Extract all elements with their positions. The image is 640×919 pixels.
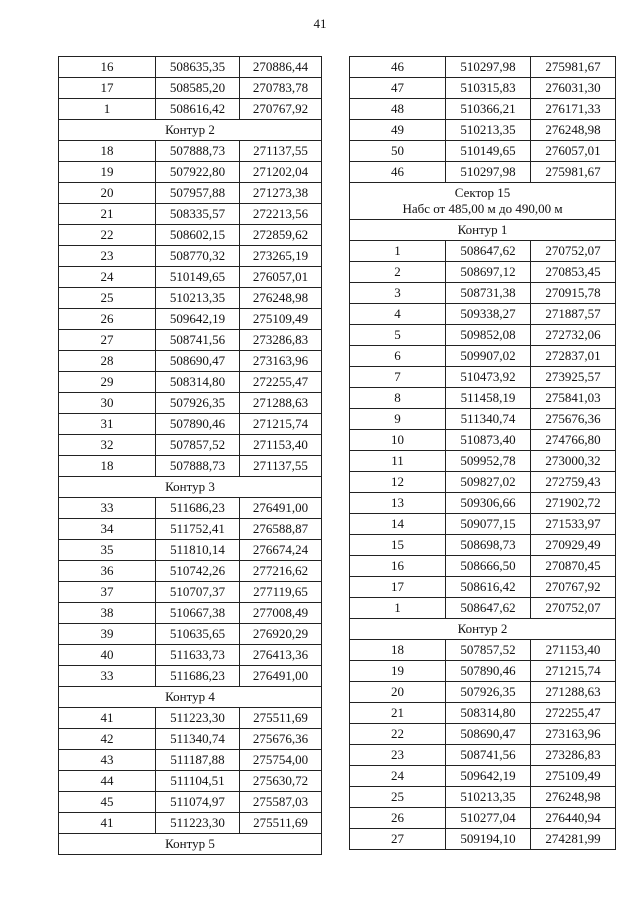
table-row: [350, 577, 616, 598]
x-coordinate-cell: 511340,74: [446, 409, 531, 430]
point-number-cell: 46: [350, 57, 446, 78]
point-number-cell: 16: [350, 556, 446, 577]
table-row: [350, 262, 616, 283]
table-row: [350, 682, 616, 703]
contour-header-row: [350, 619, 616, 640]
x-coordinate-cell: 508647,62: [446, 598, 531, 619]
point-number-cell: 41: [59, 813, 156, 834]
x-coordinate-cell: 508731,38: [446, 283, 531, 304]
table-row: [350, 57, 616, 78]
y-coordinate-cell: 276413,36: [240, 645, 322, 666]
point-number-cell: 30: [59, 393, 156, 414]
y-coordinate-cell: 270915,78: [531, 283, 616, 304]
x-coordinate-cell: 508585,20: [156, 78, 240, 99]
y-coordinate-cell: 271153,40: [531, 640, 616, 661]
x-coordinate-cell: 509077,15: [446, 514, 531, 535]
sector-header-row: [350, 183, 616, 220]
point-number-cell: 1: [59, 99, 156, 120]
point-number-cell: 9: [350, 409, 446, 430]
contour-header: Контур 3: [59, 477, 322, 498]
y-coordinate-cell: 276588,87: [240, 519, 322, 540]
y-coordinate-cell: 274766,80: [531, 430, 616, 451]
y-coordinate-cell: 273286,83: [240, 330, 322, 351]
x-coordinate-cell: 510873,40: [446, 430, 531, 451]
y-coordinate-cell: 271887,57: [531, 304, 616, 325]
y-coordinate-cell: 275630,72: [240, 771, 322, 792]
table-row: [350, 745, 616, 766]
x-coordinate-cell: 511686,23: [156, 498, 240, 519]
y-coordinate-cell: 272859,62: [240, 225, 322, 246]
table-row: [350, 472, 616, 493]
point-number-cell: 8: [350, 388, 446, 409]
point-number-cell: 17: [59, 78, 156, 99]
y-coordinate-cell: 276171,33: [531, 99, 616, 120]
contour-header-row: [59, 120, 322, 141]
y-coordinate-cell: 272759,43: [531, 472, 616, 493]
table-row: [350, 325, 616, 346]
contour-header: Контур 4: [59, 687, 322, 708]
x-coordinate-cell: 508690,47: [156, 351, 240, 372]
table-row: [350, 598, 616, 619]
page-number: 41: [313, 16, 327, 31]
x-coordinate-cell: 510635,65: [156, 624, 240, 645]
table-row: [59, 78, 322, 99]
table-row: [350, 829, 616, 850]
x-coordinate-cell: 508741,56: [156, 330, 240, 351]
x-coordinate-cell: 510742,26: [156, 561, 240, 582]
table-row: [350, 535, 616, 556]
x-coordinate-cell: 507857,52: [446, 640, 531, 661]
x-coordinate-cell: 508741,56: [446, 745, 531, 766]
point-number-cell: 46: [350, 162, 446, 183]
left-coordinates-table: [58, 56, 322, 855]
point-number-cell: 37: [59, 582, 156, 603]
table-row: [59, 456, 322, 477]
table-row: [59, 813, 322, 834]
y-coordinate-cell: 275676,36: [531, 409, 616, 430]
point-number-cell: 18: [59, 456, 156, 477]
table-row: [59, 351, 322, 372]
y-coordinate-cell: 273925,57: [531, 367, 616, 388]
x-coordinate-cell: 511686,23: [156, 666, 240, 687]
table-row: [350, 661, 616, 682]
sector-title: Сектор 15: [454, 185, 511, 200]
y-coordinate-cell: 276057,01: [240, 267, 322, 288]
y-coordinate-cell: 275981,67: [531, 57, 616, 78]
point-number-cell: 20: [59, 183, 156, 204]
y-coordinate-cell: 273000,32: [531, 451, 616, 472]
contour-header-row: [350, 220, 616, 241]
table-row: [59, 309, 322, 330]
x-coordinate-cell: 510707,37: [156, 582, 240, 603]
table-row: [350, 409, 616, 430]
point-number-cell: 29: [59, 372, 156, 393]
contour-header: Контур 2: [350, 619, 616, 640]
table-row: [59, 708, 322, 729]
point-number-cell: 3: [350, 283, 446, 304]
table-row: [350, 162, 616, 183]
point-number-cell: 42: [59, 729, 156, 750]
x-coordinate-cell: 507857,52: [156, 435, 240, 456]
sector-header-cell: [350, 183, 616, 220]
point-number-cell: 50: [350, 141, 446, 162]
table-row: [59, 57, 322, 78]
y-coordinate-cell: 275754,00: [240, 750, 322, 771]
point-number-cell: 48: [350, 99, 446, 120]
table-row: [59, 519, 322, 540]
point-number-cell: 16: [59, 57, 156, 78]
table-row: [350, 367, 616, 388]
y-coordinate-cell: 271902,72: [531, 493, 616, 514]
point-number-cell: 22: [350, 724, 446, 745]
y-coordinate-cell: 273265,19: [240, 246, 322, 267]
table-row: [350, 430, 616, 451]
point-number-cell: 33: [59, 666, 156, 687]
x-coordinate-cell: 508697,12: [446, 262, 531, 283]
point-number-cell: 18: [59, 141, 156, 162]
y-coordinate-cell: 271137,55: [240, 456, 322, 477]
table-row: [59, 183, 322, 204]
point-number-cell: 41: [59, 708, 156, 729]
point-number-cell: 47: [350, 78, 446, 99]
table-row: [350, 766, 616, 787]
x-coordinate-cell: 511074,97: [156, 792, 240, 813]
table-row: [59, 393, 322, 414]
point-number-cell: 10: [350, 430, 446, 451]
y-coordinate-cell: 276248,98: [240, 288, 322, 309]
y-coordinate-cell: 274281,99: [531, 829, 616, 850]
point-number-cell: 34: [59, 519, 156, 540]
y-coordinate-cell: 270752,07: [531, 598, 616, 619]
x-coordinate-cell: 510149,65: [446, 141, 531, 162]
table-row: [350, 99, 616, 120]
x-coordinate-cell: 509338,27: [446, 304, 531, 325]
table-row: [59, 246, 322, 267]
x-coordinate-cell: 508698,73: [446, 535, 531, 556]
x-coordinate-cell: 507957,88: [156, 183, 240, 204]
x-coordinate-cell: 507888,73: [156, 456, 240, 477]
point-number-cell: 13: [350, 493, 446, 514]
table-row: [59, 141, 322, 162]
point-number-cell: 12: [350, 472, 446, 493]
x-coordinate-cell: 508602,15: [156, 225, 240, 246]
point-number-cell: 49: [350, 120, 446, 141]
y-coordinate-cell: 276674,24: [240, 540, 322, 561]
y-coordinate-cell: 277008,49: [240, 603, 322, 624]
contour-header-row: [59, 687, 322, 708]
table-row: [59, 561, 322, 582]
point-number-cell: 2: [350, 262, 446, 283]
x-coordinate-cell: 507922,80: [156, 162, 240, 183]
table-row: [350, 640, 616, 661]
y-coordinate-cell: 276057,01: [531, 141, 616, 162]
x-coordinate-cell: 507926,35: [156, 393, 240, 414]
point-number-cell: 39: [59, 624, 156, 645]
x-coordinate-cell: 511223,30: [156, 708, 240, 729]
y-coordinate-cell: 270870,45: [531, 556, 616, 577]
y-coordinate-cell: 270767,92: [531, 577, 616, 598]
x-coordinate-cell: 507890,46: [446, 661, 531, 682]
table-row: [59, 666, 322, 687]
x-coordinate-cell: 510213,35: [156, 288, 240, 309]
contour-header-row: [59, 834, 322, 855]
x-coordinate-cell: 510473,92: [446, 367, 531, 388]
x-coordinate-cell: 510297,98: [446, 162, 531, 183]
table-row: [350, 78, 616, 99]
point-number-cell: 44: [59, 771, 156, 792]
table-row: [59, 624, 322, 645]
table-row: [350, 346, 616, 367]
table-row: [350, 493, 616, 514]
y-coordinate-cell: 272213,56: [240, 204, 322, 225]
table-row: [59, 792, 322, 813]
y-coordinate-cell: 273286,83: [531, 745, 616, 766]
y-coordinate-cell: 271533,97: [531, 514, 616, 535]
table-row: [59, 414, 322, 435]
x-coordinate-cell: 508666,50: [446, 556, 531, 577]
y-coordinate-cell: 275511,69: [240, 813, 322, 834]
x-coordinate-cell: 511223,30: [156, 813, 240, 834]
x-coordinate-cell: 509642,19: [446, 766, 531, 787]
point-number-cell: 20: [350, 682, 446, 703]
y-coordinate-cell: 275841,03: [531, 388, 616, 409]
table-row: [59, 372, 322, 393]
point-number-cell: 43: [59, 750, 156, 771]
point-number-cell: 31: [59, 414, 156, 435]
table-row: [350, 388, 616, 409]
x-coordinate-cell: 511752,41: [156, 519, 240, 540]
y-coordinate-cell: 276491,00: [240, 498, 322, 519]
x-coordinate-cell: 507890,46: [156, 414, 240, 435]
x-coordinate-cell: 507888,73: [156, 141, 240, 162]
point-number-cell: 38: [59, 603, 156, 624]
point-number-cell: 23: [59, 246, 156, 267]
y-coordinate-cell: 270929,49: [531, 535, 616, 556]
point-number-cell: 25: [59, 288, 156, 309]
y-coordinate-cell: 271215,74: [531, 661, 616, 682]
y-coordinate-cell: 276440,94: [531, 808, 616, 829]
table-row: [59, 288, 322, 309]
table-row: [59, 330, 322, 351]
x-coordinate-cell: 510667,38: [156, 603, 240, 624]
table-row: [59, 498, 322, 519]
x-coordinate-cell: 510277,04: [446, 808, 531, 829]
y-coordinate-cell: 272255,47: [240, 372, 322, 393]
y-coordinate-cell: 272255,47: [531, 703, 616, 724]
x-coordinate-cell: 510297,98: [446, 57, 531, 78]
y-coordinate-cell: 272732,06: [531, 325, 616, 346]
point-number-cell: 32: [59, 435, 156, 456]
x-coordinate-cell: 511633,73: [156, 645, 240, 666]
point-number-cell: 24: [350, 766, 446, 787]
y-coordinate-cell: 271153,40: [240, 435, 322, 456]
point-number-cell: 33: [59, 498, 156, 519]
table-row: [350, 724, 616, 745]
x-coordinate-cell: 508616,42: [446, 577, 531, 598]
y-coordinate-cell: 270767,92: [240, 99, 322, 120]
x-coordinate-cell: 509306,66: [446, 493, 531, 514]
y-coordinate-cell: 272837,01: [531, 346, 616, 367]
x-coordinate-cell: 511340,74: [156, 729, 240, 750]
table-row: [59, 225, 322, 246]
x-coordinate-cell: 511810,14: [156, 540, 240, 561]
point-number-cell: 27: [350, 829, 446, 850]
left-table-body: [59, 57, 322, 855]
x-coordinate-cell: 509194,10: [446, 829, 531, 850]
table-row: [59, 162, 322, 183]
x-coordinate-cell: 510213,35: [446, 787, 531, 808]
x-coordinate-cell: 509642,19: [156, 309, 240, 330]
table-row: [350, 304, 616, 325]
x-coordinate-cell: 510366,21: [446, 99, 531, 120]
point-number-cell: 36: [59, 561, 156, 582]
y-coordinate-cell: 275587,03: [240, 792, 322, 813]
point-number-cell: 7: [350, 367, 446, 388]
x-coordinate-cell: 508647,62: [446, 241, 531, 262]
x-coordinate-cell: 508335,57: [156, 204, 240, 225]
table-row: [59, 603, 322, 624]
contour-header: Контур 1: [350, 220, 616, 241]
y-coordinate-cell: 273163,96: [240, 351, 322, 372]
x-coordinate-cell: 510213,35: [446, 120, 531, 141]
point-number-cell: 11: [350, 451, 446, 472]
x-coordinate-cell: 510149,65: [156, 267, 240, 288]
table-row: [350, 703, 616, 724]
x-coordinate-cell: 510315,83: [446, 78, 531, 99]
contour-header-row: [59, 477, 322, 498]
y-coordinate-cell: 277216,62: [240, 561, 322, 582]
y-coordinate-cell: 275109,49: [240, 309, 322, 330]
point-number-cell: 17: [350, 577, 446, 598]
table-row: [350, 451, 616, 472]
y-coordinate-cell: 270783,78: [240, 78, 322, 99]
y-coordinate-cell: 276491,00: [240, 666, 322, 687]
x-coordinate-cell: 509852,08: [446, 325, 531, 346]
point-number-cell: 27: [59, 330, 156, 351]
x-coordinate-cell: 508616,42: [156, 99, 240, 120]
y-coordinate-cell: 276031,30: [531, 78, 616, 99]
y-coordinate-cell: 273163,96: [531, 724, 616, 745]
sector-range: Набс от 485,00 м до 490,00 м: [402, 201, 563, 216]
table-row: [59, 645, 322, 666]
point-number-cell: 14: [350, 514, 446, 535]
y-coordinate-cell: 271288,63: [531, 682, 616, 703]
point-number-cell: 19: [59, 162, 156, 183]
y-coordinate-cell: 276248,98: [531, 787, 616, 808]
x-coordinate-cell: 508314,80: [156, 372, 240, 393]
y-coordinate-cell: 270752,07: [531, 241, 616, 262]
contour-header: Контур 5: [59, 834, 322, 855]
point-number-cell: 26: [350, 808, 446, 829]
point-number-cell: 6: [350, 346, 446, 367]
point-number-cell: 40: [59, 645, 156, 666]
contour-header: Контур 2: [59, 120, 322, 141]
point-number-cell: 5: [350, 325, 446, 346]
table-row: [59, 435, 322, 456]
x-coordinate-cell: 509952,78: [446, 451, 531, 472]
point-number-cell: 28: [59, 351, 156, 372]
y-coordinate-cell: 271215,74: [240, 414, 322, 435]
table-row: [59, 99, 322, 120]
y-coordinate-cell: 276248,98: [531, 120, 616, 141]
table-row: [350, 787, 616, 808]
table-row: [350, 808, 616, 829]
point-number-cell: 26: [59, 309, 156, 330]
table-row: [350, 283, 616, 304]
table-row: [59, 729, 322, 750]
point-number-cell: 19: [350, 661, 446, 682]
x-coordinate-cell: 511458,19: [446, 388, 531, 409]
x-coordinate-cell: 509827,02: [446, 472, 531, 493]
y-coordinate-cell: 271137,55: [240, 141, 322, 162]
y-coordinate-cell: 271288,63: [240, 393, 322, 414]
table-row: [59, 267, 322, 288]
point-number-cell: 21: [350, 703, 446, 724]
table-row: [59, 750, 322, 771]
x-coordinate-cell: 508635,35: [156, 57, 240, 78]
x-coordinate-cell: 511104,51: [156, 771, 240, 792]
x-coordinate-cell: 511187,88: [156, 750, 240, 771]
table-row: [59, 540, 322, 561]
point-number-cell: 24: [59, 267, 156, 288]
y-coordinate-cell: 270886,44: [240, 57, 322, 78]
x-coordinate-cell: 508770,32: [156, 246, 240, 267]
point-number-cell: 15: [350, 535, 446, 556]
y-coordinate-cell: 277119,65: [240, 582, 322, 603]
x-coordinate-cell: 508690,47: [446, 724, 531, 745]
y-coordinate-cell: 271273,38: [240, 183, 322, 204]
table-row: [59, 204, 322, 225]
y-coordinate-cell: 275109,49: [531, 766, 616, 787]
x-coordinate-cell: 508314,80: [446, 703, 531, 724]
y-coordinate-cell: 275981,67: [531, 162, 616, 183]
point-number-cell: 25: [350, 787, 446, 808]
point-number-cell: 1: [350, 598, 446, 619]
point-number-cell: 4: [350, 304, 446, 325]
point-number-cell: 23: [350, 745, 446, 766]
point-number-cell: 21: [59, 204, 156, 225]
table-row: [350, 141, 616, 162]
point-number-cell: 35: [59, 540, 156, 561]
point-number-cell: 1: [350, 241, 446, 262]
table-row: [350, 241, 616, 262]
x-coordinate-cell: 507926,35: [446, 682, 531, 703]
point-number-cell: 18: [350, 640, 446, 661]
y-coordinate-cell: 276920,29: [240, 624, 322, 645]
table-row: [59, 582, 322, 603]
y-coordinate-cell: 275511,69: [240, 708, 322, 729]
point-number-cell: 22: [59, 225, 156, 246]
y-coordinate-cell: 270853,45: [531, 262, 616, 283]
table-row: [59, 771, 322, 792]
table-row: [350, 556, 616, 577]
right-table-body: [350, 57, 616, 850]
table-row: [350, 514, 616, 535]
y-coordinate-cell: 275676,36: [240, 729, 322, 750]
y-coordinate-cell: 271202,04: [240, 162, 322, 183]
table-row: [350, 120, 616, 141]
right-coordinates-table: [349, 56, 616, 850]
point-number-cell: 45: [59, 792, 156, 813]
x-coordinate-cell: 509907,02: [446, 346, 531, 367]
